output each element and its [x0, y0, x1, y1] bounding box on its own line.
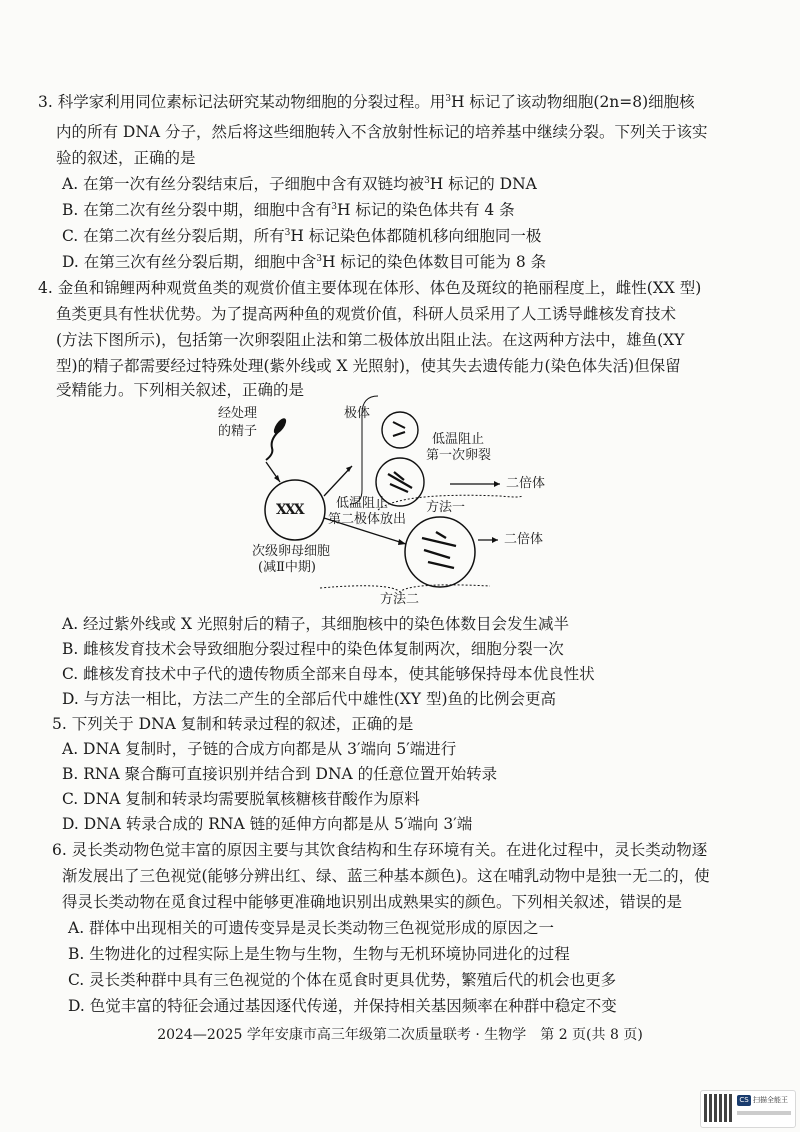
method-1-label: 方法一 [426, 500, 466, 515]
q5-option-a: A. DNA 复制时，子链的合成方向都是从 3′端向 5′端进行 [62, 740, 457, 758]
q6-stem-line-1: 6. 灵长类动物色觉丰富的原因主要与其饮食结构和生存环境有关。在进化过程中，灵长类动物逐 [52, 841, 708, 859]
q6-option-c: C. 灵长类种群中具有三色视觉的个体在觅食时更具优势，繁殖后代的机会也更多 [68, 971, 617, 989]
scanner-badge: CS [737, 1095, 751, 1106]
q3-option-a: A. 在第一次有丝分裂结束后，子细胞中含有双链均被$^3$H 标记的 DNA [62, 175, 537, 193]
q4-stem-line-2: 鱼类更具有性状优势。为了提高两种鱼的观赏价值，科研人员采用了人工诱导雌核发育技术 [56, 305, 677, 323]
q4-option-d: D. 与方法一相比，方法二产生的全部后代中雄性(XY 型)鱼的比例会更高 [62, 690, 557, 708]
q5-option-c: C. DNA 复制和转录均需要脱氧核糖核苷酸作为原料 [62, 790, 420, 808]
qr-code-icon [704, 1094, 732, 1122]
gynogenesis-diagram [200, 392, 580, 610]
q6-option-b: B. 生物进化的过程实际上是生物与生物，生物与无机环境协同进化的过程 [68, 945, 570, 963]
q4-stem-line-4: 型)的精子都需要经过特殊处理(紫外线或 X 光照射)，使其失去遗传能力(染色体失活)但保留 [56, 357, 681, 375]
q3-option-b: B. 在第二次有丝分裂中期，细胞中含有$^3$H 标记的染色体共有 4 条 [62, 201, 515, 219]
scanner-name: 扫描全能王 [753, 1096, 788, 1104]
sperm-tail-icon [266, 432, 278, 460]
q4-stem-line-3: (方法下图所示)，包括第一次卵裂阻止法和第二极体放出阻止法。在这两种方法中，雄鱼(XY [56, 331, 685, 349]
q5-stem: 5. 下列关于 DNA 复制和转录过程的叙述，正确的是 [52, 715, 414, 733]
q4-option-c: C. 雌核发育技术中子代的遗传物质全部来自母本，使其能够保持母本优良性状 [62, 665, 595, 683]
diploid-label-1: 二倍体 [506, 476, 546, 491]
q3-option-d: D. 在第三次有丝分裂后期，细胞中含$^3$H 标记的染色体数目可能为 8 条 [62, 253, 547, 271]
sperm-label-2: 的精子 [218, 424, 258, 439]
scanner-stamp [700, 1090, 796, 1128]
q3-stem-line-2: 内的所有 DNA 分子，然后将这些细胞转入不含放射性标记的培养基中继续分裂。下列关于该实 [56, 123, 708, 141]
q6-option-a: A. 群体中出现相关的可遗传变异是灵长类动物三色视觉形成的原因之一 [68, 919, 555, 937]
cold-block-1-label-2: 第一次卵裂 [426, 448, 492, 463]
q6-stem-line-3: 得灵长类动物在觅食过程中能够更准确地识别出成熟果实的颜色。下列相关叙述，错误的是 [62, 893, 683, 911]
q4-stem-line-1: 4. 金鱼和锦鲤两种观赏鱼类的观赏价值主要体现在体形、体色及斑纹的艳丽程度上，雌性(XX 型) [38, 279, 702, 297]
cold-block-2-label-2: 第二极体放出 [328, 512, 407, 527]
sperm-label-1: 经处理 [218, 406, 258, 421]
q4-option-b: B. 雌核发育技术会导致细胞分裂过程中的染色体复制两次，细胞分裂一次 [62, 640, 564, 658]
cold-block-1-label-1: 低温阻止 [432, 432, 485, 447]
polar-body-cell-icon [382, 412, 418, 448]
method-2-label: 方法二 [380, 592, 420, 607]
q3-option-c: C. 在第二次有丝分裂后期，所有$^3$H 标记染色体都随机移向细胞同一极 [62, 227, 542, 245]
q3-stem-line-3: 验的叙述，正确的是 [56, 149, 196, 167]
lower-cell-icon [405, 517, 475, 587]
q3-stem-line-1: 3. 科学家利用同位素标记法研究某动物细胞的分裂过程。用$^3$H 标记了该动物细胞(2n=8)细胞核 [38, 93, 695, 111]
diploid-label-2: 二倍体 [504, 532, 544, 547]
cold-block-2-label-1: 低温阻止 [336, 496, 389, 511]
oocyte-chromosomes: XXX [276, 502, 303, 518]
polar-body-label: 极体 [344, 406, 371, 421]
oocyte-label-1: 次级卵母细胞 [252, 544, 331, 559]
sperm-head-icon [272, 416, 289, 435]
q5-option-b: B. RNA 聚合酶可直接识别并结合到 DNA 的任意位置开始转录 [62, 765, 498, 783]
page-footer: 2024—2025 学年安康市高三年级第二次质量联考 · 生物学 第 2 页(共 8 页) [157, 1027, 643, 1043]
q5-option-d: D. DNA 转录合成的 RNA 链的延伸方向都是从 5′端向 3′端 [62, 815, 473, 833]
q6-stem-line-2: 渐发展出了三色视觉(能够分辨出红、绿、蓝三种基本颜色)。这在哺乳动物中是独一无二的，使 [62, 867, 710, 885]
q6-option-d: D. 色觉丰富的特征会通过基因逐代传递，并保持相关基因频率在种群中稳定不变 [68, 997, 617, 1015]
q4-stem-line-5: 受精能力。下列相关叙述，正确的是 [56, 381, 305, 399]
scanner-subtext [737, 1111, 791, 1115]
q4-option-a: A. 经过紫外线或 X 光照射后的精子，其细胞核中的染色体数目会发生减半 [62, 615, 569, 633]
oocyte-label-2: (减Ⅱ中期) [258, 560, 316, 575]
